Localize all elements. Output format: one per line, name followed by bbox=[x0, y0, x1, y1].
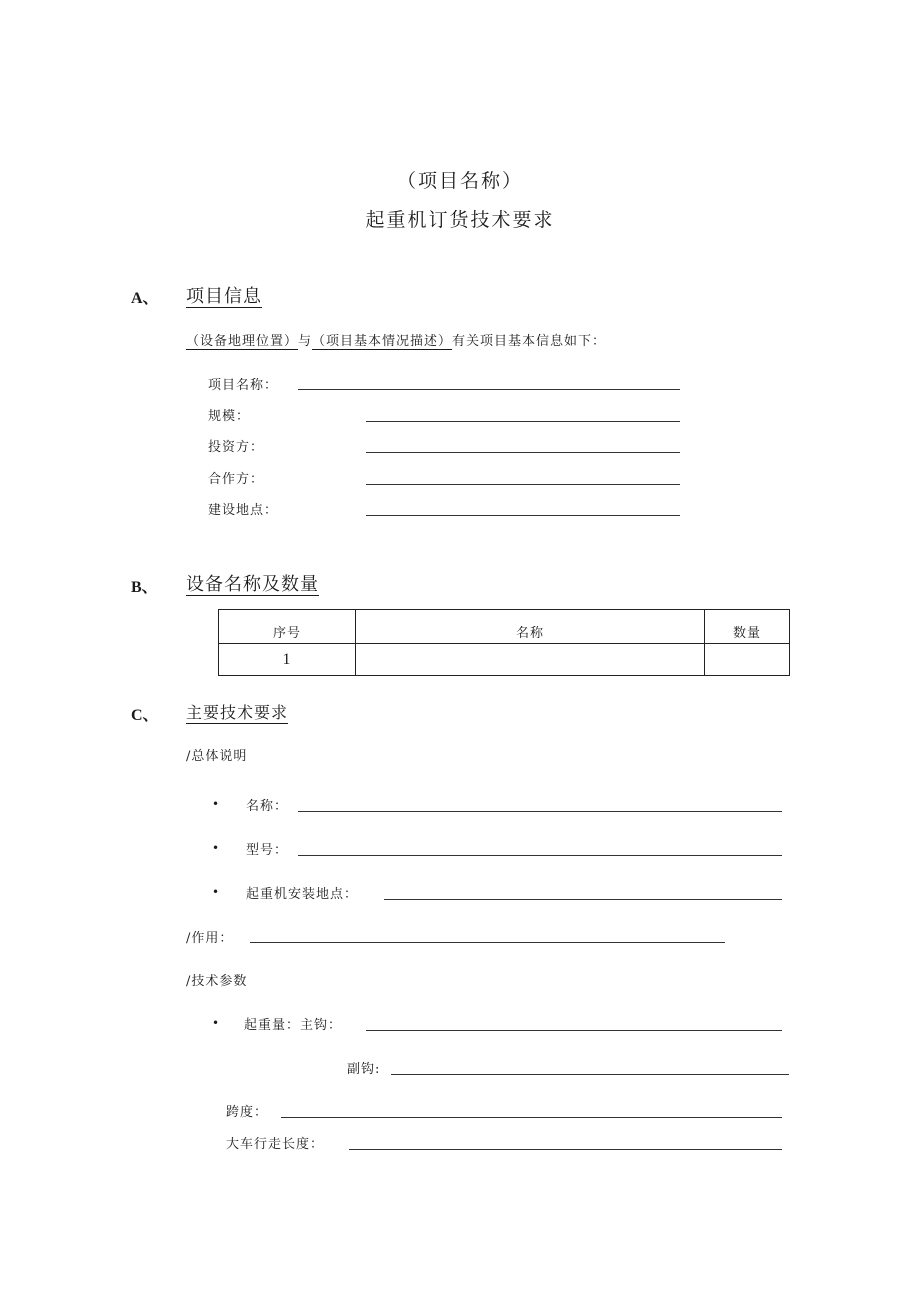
params-heading: /技术参数 bbox=[186, 974, 248, 989]
cell-quantity[interactable] bbox=[705, 644, 790, 676]
field-line-investor[interactable] bbox=[366, 452, 680, 453]
field-label-investor: 投资方： bbox=[208, 440, 265, 455]
field-line-site[interactable] bbox=[366, 515, 680, 516]
section-a-letter: A、 bbox=[131, 290, 159, 307]
bullet-icon: • bbox=[212, 841, 220, 855]
install-site-line[interactable] bbox=[384, 899, 782, 900]
table-header-row bbox=[219, 610, 790, 644]
intro-connector: 与 bbox=[298, 334, 313, 349]
description-placeholder: （项目基本情况描述） bbox=[312, 334, 453, 349]
bullet-icon: • bbox=[212, 797, 220, 811]
general-name-line[interactable] bbox=[298, 811, 782, 812]
section-a-intro bbox=[186, 330, 606, 349]
document-title: 起重机订货技术要求 bbox=[365, 209, 555, 231]
equipment-table bbox=[218, 609, 790, 676]
table-row bbox=[219, 644, 790, 676]
header-index: 序号 bbox=[219, 610, 356, 644]
field-label-project-name: 项目名称： bbox=[208, 378, 279, 393]
bullet-icon: • bbox=[212, 1016, 220, 1030]
field-label-site: 建设地点： bbox=[208, 503, 279, 518]
span-line[interactable] bbox=[281, 1117, 782, 1118]
project-name-heading: （项目名称） bbox=[396, 170, 523, 192]
travel-length-line[interactable] bbox=[349, 1149, 782, 1150]
header-quantity: 数量 bbox=[705, 610, 790, 644]
section-a-title: 项目信息 bbox=[186, 286, 262, 307]
general-model-line[interactable] bbox=[298, 855, 782, 856]
bullet-icon: • bbox=[212, 885, 220, 899]
aux-hook-line[interactable] bbox=[391, 1074, 789, 1075]
general-heading: /总体说明 bbox=[186, 749, 248, 764]
field-line-scale[interactable] bbox=[366, 421, 680, 422]
field-label-partner: 合作方： bbox=[208, 472, 265, 487]
general-name-label: 名称： bbox=[246, 799, 289, 814]
capacity-main-line[interactable] bbox=[366, 1030, 782, 1031]
header-name: 名称 bbox=[356, 610, 705, 644]
function-line[interactable] bbox=[250, 942, 725, 943]
field-line-project-name[interactable] bbox=[298, 389, 680, 390]
general-model-label: 型号： bbox=[246, 843, 289, 858]
field-label-scale: 规模： bbox=[208, 409, 251, 424]
section-c-title: 主要技术要求 bbox=[186, 703, 289, 722]
span-label: 跨度： bbox=[226, 1105, 269, 1120]
location-placeholder: （设备地理位置） bbox=[186, 334, 299, 349]
aux-hook-label: 副钩: bbox=[347, 1062, 381, 1077]
intro-tail: 有关项目基本信息如下： bbox=[452, 334, 607, 349]
field-line-partner[interactable] bbox=[366, 484, 680, 485]
cell-index: 1 bbox=[219, 644, 356, 676]
cell-name[interactable] bbox=[356, 644, 705, 676]
travel-length-label: 大车行走长度： bbox=[226, 1137, 325, 1152]
capacity-main-label: 起重量：主钩： bbox=[244, 1018, 343, 1033]
section-c-letter: C、 bbox=[131, 707, 159, 724]
section-b-title: 设备名称及数量 bbox=[186, 574, 319, 595]
function-label: /作用： bbox=[186, 931, 234, 946]
section-b-letter: B、 bbox=[131, 579, 158, 596]
install-site-label: 起重机安装地点： bbox=[246, 887, 359, 902]
